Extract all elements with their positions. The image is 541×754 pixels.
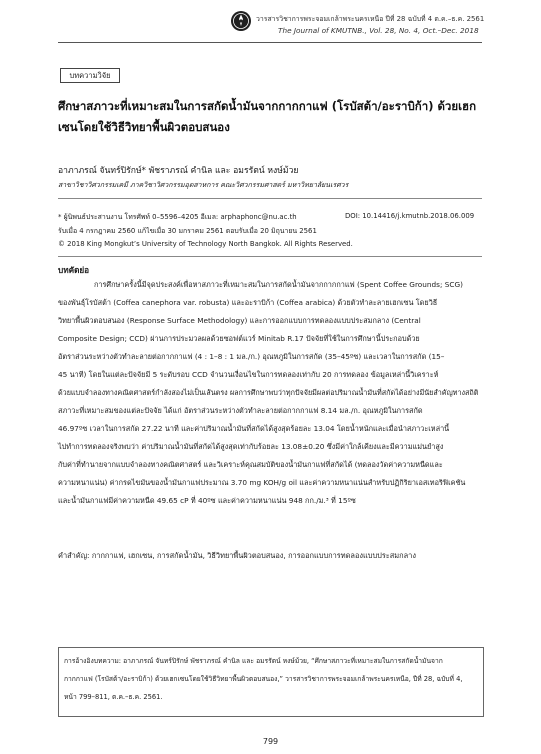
abstract-line: กับค่าที่ทำนายจากแบบจำลองทางคณิตศาสตร์ และวิเคราะห์คุณสมบัติของน้ำมันกาแฟที่สกัดได้ (ทดลองวัดค่าความหนืดและ (58, 460, 443, 469)
abstract-line: การศึกษาครั้งนี้มีจุดประสงค์เพื่อหาสภาวะที่เหมาะสมในการสกัดน้ำมันจากกากกาแฟ (Spent Coffee Grounds; SCG) (94, 280, 463, 289)
abstract-line: สภาวะที่เหมาะสมของแต่ละปัจจัย ได้แก่ อัตราส่วนระหว่างตัวทำละลายต่อกากกาแฟ 8.14 มล./ก. อุณหภูมิในการสกัด (58, 406, 423, 415)
university-logo (230, 10, 252, 32)
abstract-line: ไปทำการทดลองจริงพบว่า ค่าปริมาณน้ำมันที่สกัดได้สูงสุดเท่ากับร้อยละ 13.08±0.20 ซึ่งมีค่าใกล้เคียงและมีความแม่นยำสูง (58, 442, 444, 451)
journal-name-english: The Journal of KMUTNB., Vol. 28, No. 4, Oct.–Dec. 2018 (278, 26, 479, 35)
abstract-line: ความหนาแน่น) ค่ากรดไขมันของน้ำมันกาแฟประมาณ 3.70 mg KOH/g oil และค่าความหนาแน่นสำหรับปฏิกิริยาเอสเทอริฟิเคชัน (58, 478, 466, 487)
info-divider-bottom (58, 256, 482, 257)
article-title: ศึกษาสภาวะที่เหมาะสมในการสกัดน้ำมันจากกากกาแฟ (โรบัสต้า/อะราบิก้า) ด้วยเฮกเซนโดยใช้วิธีวิทยาพื้นผิวตอบสนอง (58, 99, 477, 134)
abstract-line: ด้วยแบบจำลองทางคณิตศาสตร์กำลังสองไม่เป็นเส้นตรง ผลการศึกษาพบว่าทุกปัจจัยมีผลต่อปริมาณน้ำมันที่สกัดได้อย่างมีนัยสำคัญทางสถิติ (58, 388, 479, 397)
abstract-line: Composite Design; CCD) ผ่านการประมวลผลด้วยซอฟต์แวร์ Minitab R.17 ปัจจัยที่ใช้ในการศึกษานี้ประกอบด้วย (58, 334, 420, 343)
affiliation: สาขาวิชาวิศวกรรมเคมี ภาควิชาวิศวกรรมอุตสาหการ คณะวิศวกรรมศาสตร์ มหาวิทยาลัยนเรศวร (58, 181, 349, 189)
copyright-notice: © 2018 King Mongkut’s University of Technology North Bangkok. All Rights Reserved. (58, 240, 353, 248)
info-divider-top (58, 198, 482, 199)
abstract-line: อัตราส่วนระหว่างตัวทำละลายต่อกากกาแฟ (4 : 1–8 : 1 มล./ก.) อุณหภูมิในการสกัด (35–45ºซ) และเวลาในการสกัด (15– (58, 352, 445, 361)
abstract-line: ของพันธุ์โรบัสต้า (Coffea canephora var. robusta) และอะราบิก้า (Coffea arabica) ด้วยตัวทำละลายเฮกเซน โดยวิธี (58, 298, 438, 307)
header-divider (58, 42, 482, 43)
citation-line: กากกาแฟ (โรบัสต้า/อะราบิก้า) ด้วยเฮกเซนโดยใช้วิธีวิทยาพื้นผิวตอบสนอง,” วารสารวิชาการพระจอมเกล้าพระนครเหนือ, ปีที่ 28, ฉบับที่ 4, (64, 675, 463, 683)
doi-text: DOI: 10.14416/j.kmutnb.2018.06.009 (345, 212, 475, 220)
abstract-line: 46.97ºซ เวลาในการสกัด 27.22 นาที และค่าปริมาณน้ำมันที่สกัดได้สูงสุดร้อยละ 13.04 โดยน้ำหนักและเมื่อนำสภาวะเหล่านี้ (58, 424, 450, 433)
citation-line: การอ้างอิงบทความ: อาภาภรณ์ จันทร์ปิรักษ์ พัชราภรณ์ คำนิล และ อมรรัตน์ หงษ์ม้วย, “ศึกษาสภาวะที่เหมาะสมในการสกัดน้ำมันจาก (64, 657, 443, 665)
journal-name-thai: วารสารวิชาการพระจอมเกล้าพระนครเหนือ ปีที่ 28 ฉบับที่ 4 ต.ค.–ธ.ค. 2561 (256, 15, 485, 23)
corresponding-author: * ผู้นิพนธ์ประสานงาน โทรศัพท์ 0–5596–4205 อีเมล: arphaphonc@nu.ac.th (58, 213, 297, 221)
page-number: 799 (262, 737, 279, 746)
author-list: อาภาภรณ์ จันทร์ปิรักษ์* พัชราภรณ์ คำนิล และ อมรรัตน์ หงษ์ม้วย (58, 166, 299, 176)
article-type-badge: บทความวิจัย (60, 68, 120, 83)
abstract-heading: บทคัดย่อ (58, 265, 90, 275)
abstract-line: และน้ำมันกาแฟมีค่าความหนืด 49.65 cP ที่ 40ºซ และค่าความหนาแน่น 948 กก./ม.³ ที่ 15ºซ (58, 496, 356, 505)
submission-dates: รับเมื่อ 4 กรกฎาคม 2560 แก้ไขเมื่อ 30 มกราคม 2561 ตอบรับเมื่อ 20 มิถุนายน 2561 (58, 227, 317, 235)
citation-line: หน้า 799–811, ต.ค.–ธ.ค. 2561. (64, 693, 163, 701)
abstract-line: 45 นาที) โดยในแต่ละปัจจัยมี 5 ระดับรอบ CCD จำนวนเงื่อนไขในการทดลองเท่ากับ 20 การทดลอง ข้อมูลเหล่านี้วิเคราะห์ (58, 370, 439, 379)
abstract-line: วิทยาพื้นผิวตอบสนอง (Response Surface Methodology) และการออกแบบการทดลองแบบประสมกลาง (Central (58, 316, 421, 325)
keywords: คำสำคัญ: กากกาแฟ, เฮกเซน, การสกัดน้ำมัน, วิธีวิทยาพื้นผิวตอบสนอง, การออกแบบการทดลองแบบประสมกลาง (58, 551, 416, 560)
